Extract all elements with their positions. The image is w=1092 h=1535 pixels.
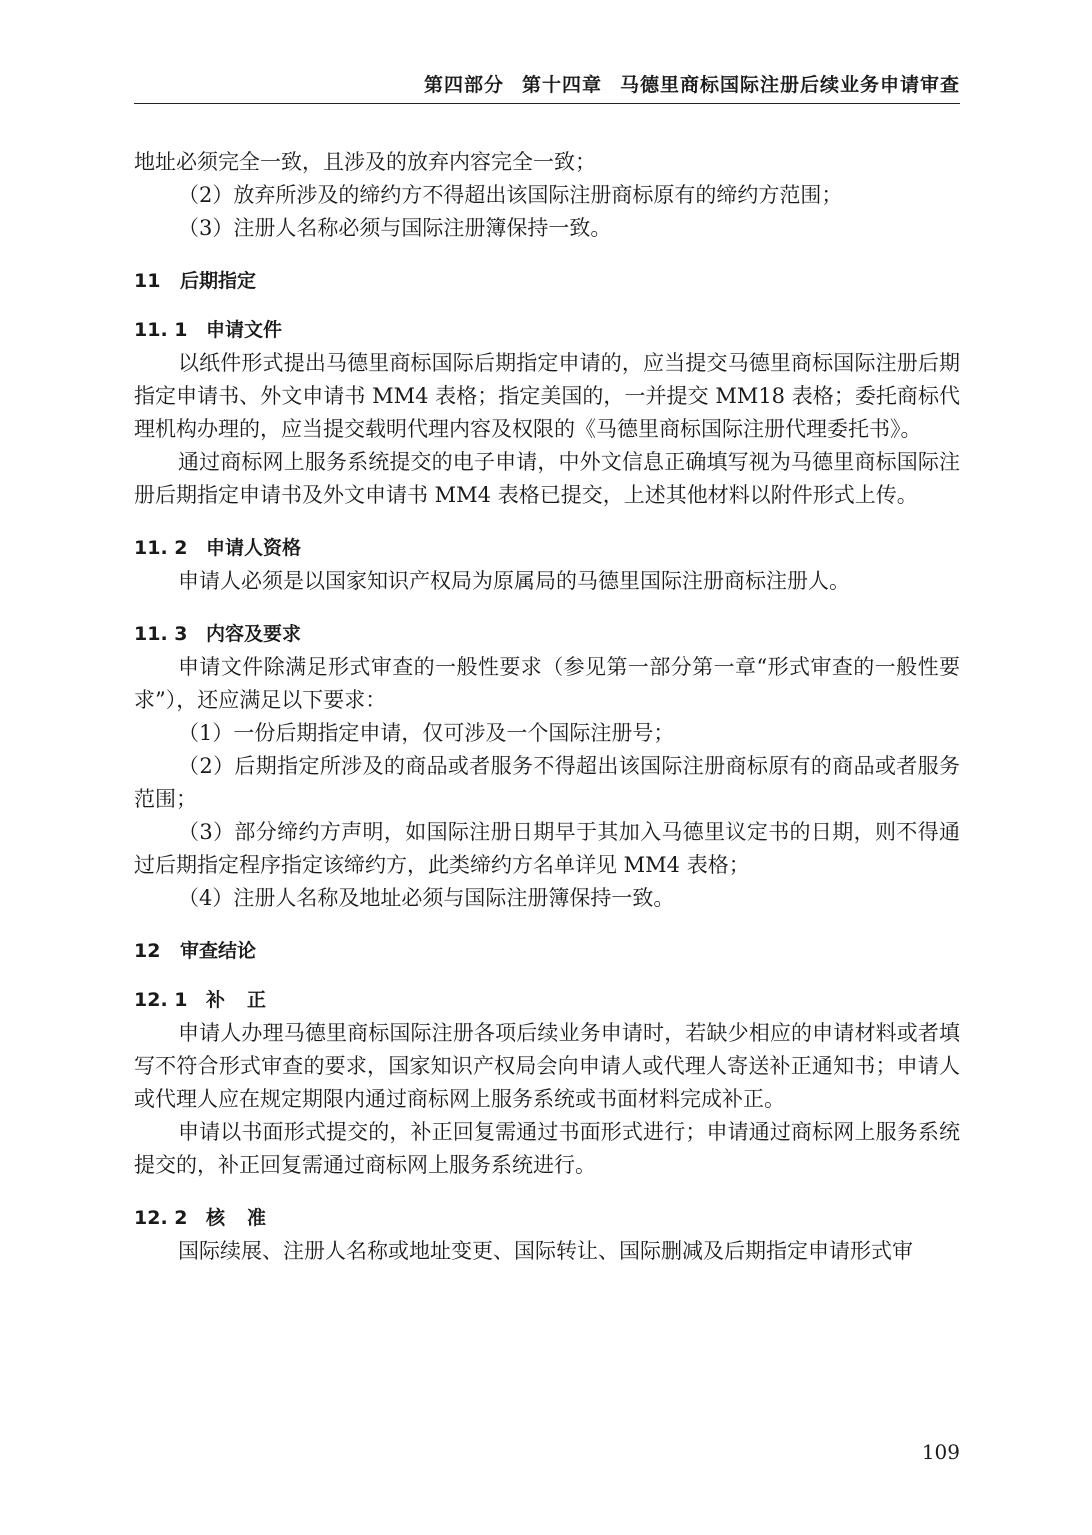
section-heading-12: 12 审查结论 — [134, 940, 257, 962]
page-body — [134, 146, 960, 1268]
subsection-heading-11-3: 11. 3 内容及要求 — [134, 623, 302, 645]
paragraph: 地址必须完全一致，且涉及的放弃内容完全一致； — [134, 150, 596, 174]
header-chapter: 第十四章 — [521, 74, 602, 96]
list-item: （2）放弃所涉及的缔约方不得超出该国际注册商标原有的缔约方范围； — [178, 183, 843, 207]
paragraph: 申请以书面形式提交的，补正回复需通过书面形式进行；申请通过商标网上服务系统提交的，补正回复需通过商标网上服务系统进行。 — [134, 1120, 960, 1177]
list-item: （4）注册人名称及地址必须与国际注册簿保持一致。 — [178, 886, 675, 910]
paragraph: 以纸件形式提出马德里商标国际后期指定申请的，应当提交马德里商标国际注册后期指定申请书、外文申请书 MM4 表格；指定美国的，一并提交 MM18 表格；委托商标代理机构办理的，应当提交载明代理内容及权限的《马德里商标国际注册代理委托书》。 — [134, 351, 960, 441]
paragraph: 国际续展、注册人名称或地址变更、国际转让、国际删减及后期指定申请形式审 — [178, 1239, 913, 1263]
subsection-heading-11-1: 11. 1 申请文件 — [134, 319, 283, 341]
header-rule — [134, 103, 960, 104]
header-title: 马德里商标国际注册后续业务申请审查 — [619, 74, 960, 96]
subsection-heading-12-1: 12. 1 补正 — [134, 989, 289, 1011]
paragraph: 申请人必须是以国家知识产权局为原属局的马德里国际注册商标注册人。 — [178, 569, 850, 593]
paragraph: 申请人办理马德里商标国际注册各项后续业务申请时，若缺少相应的申请材料或者填写不符合形式审查的要求，国家知识产权局会向申请人或代理人寄送补正通知书；申请人或代理人应在规定期限内通过商标网上服务系统或书面材料完成补正。 — [134, 1021, 960, 1111]
subsection-heading-11-2: 11. 2 申请人资格 — [134, 537, 302, 559]
paragraph: 申请文件除满足形式审查的一般性要求（参见第一部分第一章“形式审查的一般性要求”），还应满足以下要求： — [134, 655, 960, 712]
paragraph: 通过商标网上服务系统提交的电子申请，中外文信息正确填写视为马德里商标国际注册后期指定申请书及外文申请书 MM4 表格已提交，上述其他材料以附件形式上传。 — [134, 450, 960, 507]
running-header — [424, 70, 960, 97]
list-item: （3）部分缔约方声明，如国际注册日期早于其加入马德里议定书的日期，则不得通过后期指定程序指定该缔约方，此类缔约方名单详见 MM4 表格； — [134, 820, 960, 877]
subsection-heading-12-2: 12. 2 核准 — [134, 1207, 289, 1229]
section-heading-11: 11 后期指定 — [134, 270, 257, 292]
list-item: （1）一份后期指定申请，仅可涉及一个国际注册号； — [178, 721, 675, 745]
header-part: 第四部分 — [423, 74, 504, 96]
page-number: 109 — [921, 1440, 960, 1464]
list-item: （3）注册人名称必须与国际注册簿保持一致。 — [178, 216, 612, 240]
list-item: （2）后期指定所涉及的商品或者服务不得超出该国际注册商标原有的商品或者服务范围； — [134, 754, 960, 811]
